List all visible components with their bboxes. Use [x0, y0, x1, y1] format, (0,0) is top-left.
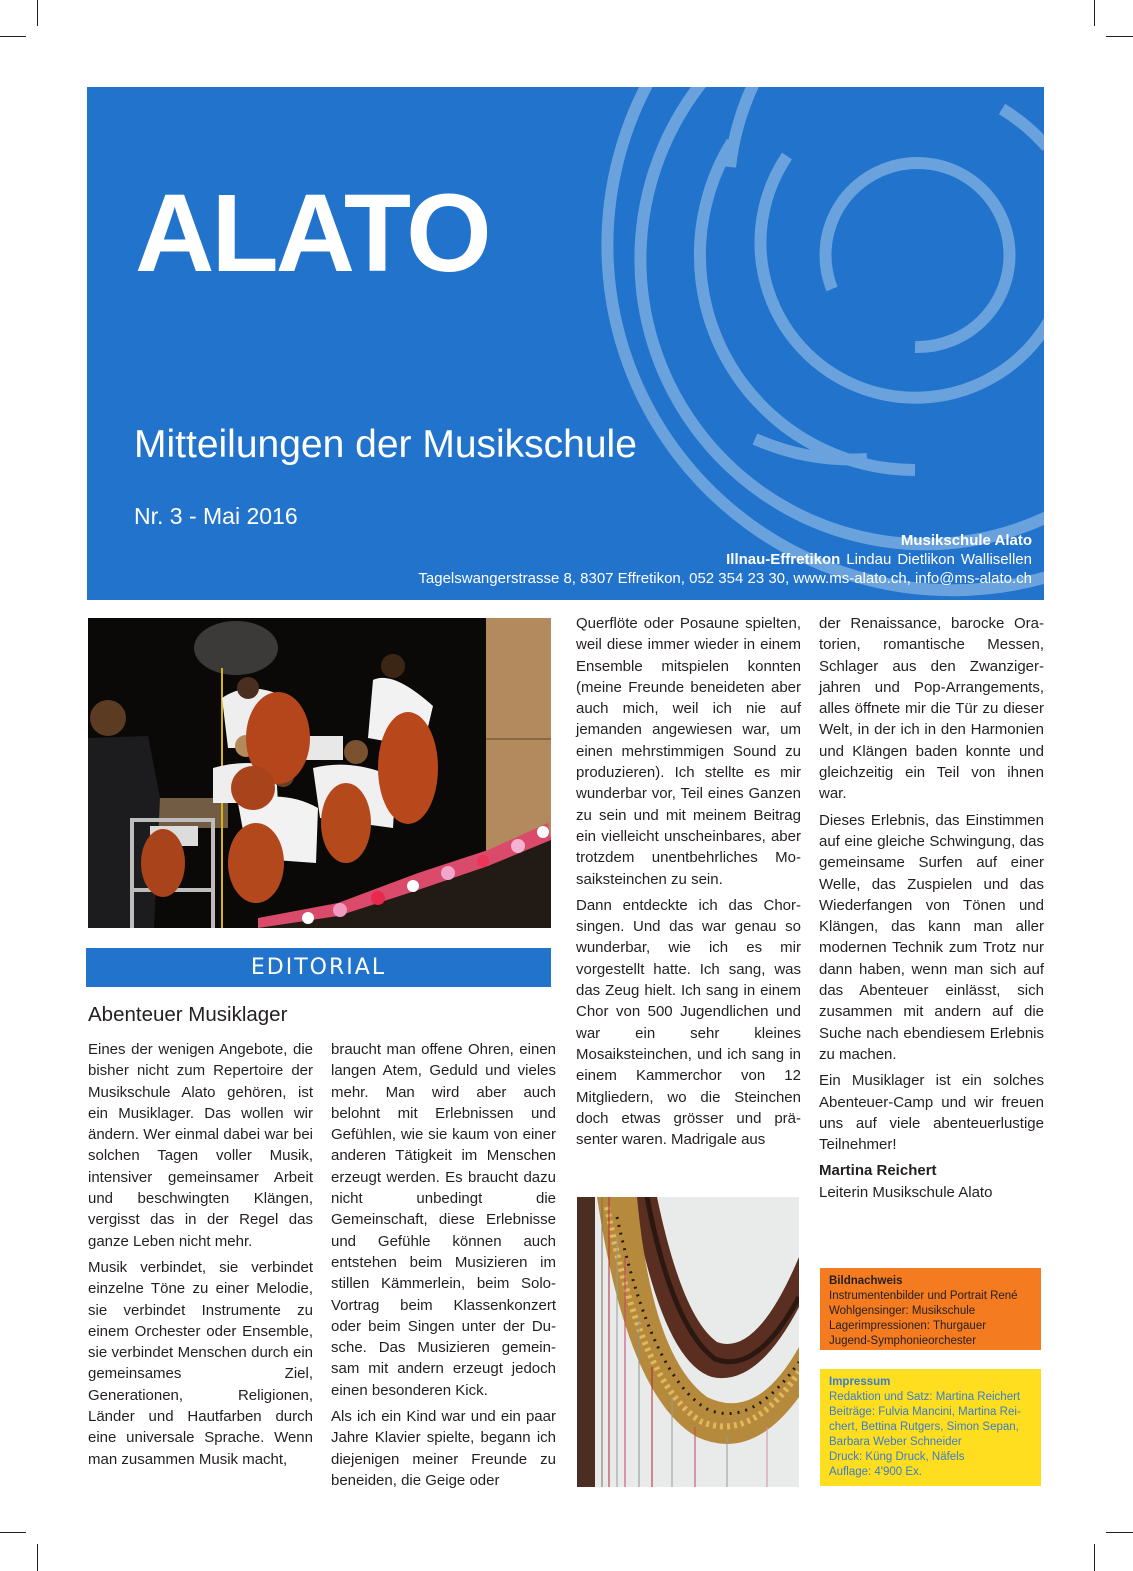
signature: [819, 1160, 1044, 1203]
masthead: [87, 87, 1044, 600]
ring-arc: [826, 163, 1010, 347]
location: Dietlikon: [897, 551, 955, 568]
ring-arc: [730, 87, 757, 167]
paragraph: Als ich ein Kind war und ein paar Jahre Klavier spielte, begann ich diejenigen meiner Freunde zu beneiden, die Geige oder: [331, 1408, 556, 1489]
article-column-1: [88, 1039, 313, 1470]
credits-line: Lagerimpressionen: Thurgauer: [829, 1320, 987, 1332]
section-header-editorial: EDITORIAL: [86, 948, 551, 987]
article-column-2: [331, 1039, 556, 1491]
crop-mark: [1106, 1532, 1133, 1533]
location: Lindau: [846, 551, 892, 568]
crop-mark: [37, 1544, 38, 1571]
impressum-line: Redaktion und Satz: Martina Reichert: [829, 1391, 1021, 1403]
publication-subtitle: Mitteilungen der Musikschule: [134, 423, 637, 466]
credits-line: Wohlgensinger: Musikschule: [829, 1305, 976, 1317]
paragraph: Dann entdeckte ich das Chorsingen. Und das war genau so wunderbar, wie ich es mir vorgestellt hatte. Ich sang, was das Zeug hielt. Ich sang in einem Chor von 500 Jugendlichen und war ein sehr kleines Mosaiksteinchen, und ich sang in einem Kammerchor von 12 Mitgliedern, wo die Steinchen doch etwas grösser und präsenter waren. Madrigale aus: [576, 896, 801, 1149]
image-credits-box: [820, 1268, 1041, 1350]
harp-photo: [577, 1197, 799, 1487]
paragraph: Dieses Erlebnis, das Einstimmen auf eine gleiche Schwingung, das gemeinsame Surfen auf einer Welle, das Zuspielen und das Wiederfangen von Tönen und Klängen, das kann man aller modernen Technik zum Trotz nur dann haben, wenn man sich auf das Abenteuer einlässt, sich zusammen mit andern auf die Suche nach ebendiesem Erlebnis zu machen.: [819, 811, 1044, 1063]
issue-number: Nr. 3 - Mai 2016: [134, 503, 298, 529]
signature-name: Martina Reichert: [819, 1162, 937, 1180]
article-title: Abenteuer Musiklager: [88, 1003, 288, 1026]
impressum-line: Auflage: 4'900 Ex.: [829, 1466, 922, 1478]
article-column-3: [576, 613, 801, 1150]
paragraph: Querflöte oder Posaune spielten, weil diese immer wieder in einem Ensemble mitspielen konnten (meine Freunde beneideten aber auch mich, weil ich nie auf jemanden angewiesen war, um einen mehrstimmigen Sound zu produzieren). Ich stellte es mir wunderbar vor, Teil eines Ganzen zu sein und mit meinem Beitrag ein vielleicht unscheinbares, aber trotzdem unentbehrliches Mosaiksteinchen zu sein.: [576, 615, 801, 888]
paragraph: Eines der wenigen Angebote, die bisher nicht zum Repertoire der Musikschule Alato gehören, ist ein Musiklager. Das wollen wir ändern. Wer einmal dabei war bei solchen Tagen voller Musik, intensiver gemeinsamer Arbeit und beschwingten Klängen, vergisst das in der Regel das ganze Leben nicht mehr.: [88, 1041, 313, 1250]
impressum-line: chert, Bettina Rutgers, Simon Sepan,: [829, 1421, 1019, 1433]
paragraph: Musik verbindet, sie verbindet einzelne Töne zu einer Melodie, sie verbindet Instrumente zu einem Orchester oder Ensemble, sie verbindet Menschen durch ein gemeinsames Ziel, Generationen, Religionen, Länder und Hautfarben durch eine universale Sprache. Wenn man zusammen Musik macht,: [88, 1258, 313, 1468]
article-column-4: [819, 613, 1044, 1203]
crop-mark: [1106, 36, 1133, 37]
impressum-line: Druck: Küng Druck, Näfels: [829, 1451, 965, 1463]
crop-mark: [0, 1532, 26, 1533]
contact-line: Tagelswangerstrasse 8, 8307 Effretikon, 052 354 23 30, www.ms-alato.ch, info@ms-alato.ch: [418, 570, 1032, 587]
signature-role: Leiterin Musikschule Alato: [819, 1183, 993, 1201]
crop-mark: [0, 36, 26, 37]
impressum-title: Impressum: [829, 1376, 891, 1388]
orchestra-photo: [88, 618, 551, 928]
credits-title: Bildnachweis: [829, 1275, 903, 1287]
location: Wallisellen: [960, 551, 1032, 568]
impressum-box: [820, 1369, 1041, 1486]
paragraph: der Renaissance, barocke Oratorien, romantische Messen, Schlager aus den Zwanzigerjahren und Pop-Arrangements, alles öffnete mir die Tür zu dieser Welt, in der ich in den Harmonien und Klängen baden konnte und gleichzeitig ein Teil von ihnen war.: [819, 615, 1044, 803]
impressum-line: Barbara Weber Schneider: [829, 1436, 962, 1448]
credits-line: Jugend-Symphonieorchester: [829, 1335, 977, 1347]
crop-mark: [1094, 1544, 1095, 1571]
ring-arc: [700, 142, 915, 470]
crop-mark: [1094, 0, 1095, 26]
primary-location: Illnau-Effretikon: [726, 551, 841, 568]
credits-line: Instrumentenbilder und Portrait René: [829, 1290, 1018, 1302]
school-name: Musikschule Alato: [900, 532, 1032, 549]
paragraph: Ein Musiklager ist ein solches Abenteuer-Camp und wir freuen uns auf viele abenteuerlustige Teilnehmer!: [819, 1072, 1044, 1154]
ring-arc: [607, 87, 1044, 590]
school-contact-block: [418, 531, 1032, 588]
impressum-line: Beiträge: Fulvia Mancini, Martina Rei-: [829, 1406, 1021, 1418]
logo: ALATO: [135, 172, 489, 295]
paragraph: braucht man offene Ohren, einen langen Atem, Geduld und vieles mehr. Man wird aber auch belohnt mit Erlebnissen und Gefühlen, wie sie kaum von einer anderen Tätigkeit im Menschen erzeugt werden. Es braucht dazu nicht unbedingt die Gemeinschaft, diese Erlebnisse und Gefühle können auch entstehen beim Musizieren im stillen Kämmerlein, beim Solo-Vortrag beim Klassenkonzert oder beim Singen unter der Dusche. Das Musizieren gemeinsam mit andern erzeugt jedoch einen besonderen Kick.: [331, 1041, 556, 1399]
locations: [418, 550, 1032, 569]
crop-mark: [37, 0, 38, 26]
ring-arc: [1002, 109, 1044, 147]
